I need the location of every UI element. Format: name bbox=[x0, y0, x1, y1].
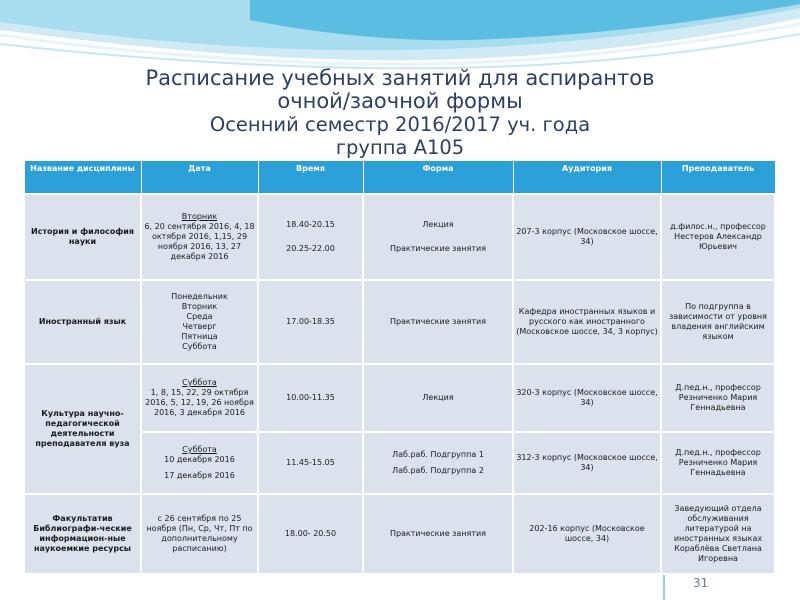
header-date: Дата bbox=[141, 161, 258, 195]
cell-date-text: 17 декабря 2016 bbox=[164, 471, 235, 480]
header-discipline: Название дисциплины bbox=[24, 161, 141, 195]
cell-date-day: Суббота bbox=[182, 342, 217, 351]
cell-form-2: Практические занятия bbox=[389, 244, 487, 253]
cell-time bbox=[258, 194, 363, 280]
cell-teacher: Д.пед.н., профессор Резниченко Мария Геннадьевна bbox=[661, 432, 775, 494]
cell-time-1: 18.40-20.15 bbox=[286, 220, 335, 229]
header-time: Время bbox=[258, 161, 363, 195]
cell-room: 207-3 корпус (Московское шоссе, 34) bbox=[513, 194, 661, 280]
table-header-row bbox=[24, 161, 775, 195]
cell-date-day: Суббота bbox=[182, 445, 217, 454]
slide-title-line1: Расписание учебных занятий для аспирантов bbox=[145, 66, 655, 90]
cell-time-2: 20.25-22.00 bbox=[286, 244, 335, 253]
cell-time: 18.00- 20.50 bbox=[258, 494, 363, 574]
cell-discipline: История и философия науки bbox=[24, 194, 141, 280]
header-teacher: Преподаватель bbox=[661, 161, 775, 195]
cell-date-text: 1, 8, 15, 22, 29 октября 2016, 5, 12, 19, 26 ноября 2016, 3 декабря 2016 bbox=[145, 388, 254, 417]
cell-form-2: Лаб.раб. Подгруппа 2 bbox=[392, 466, 484, 475]
cell-date bbox=[141, 364, 258, 432]
table-row bbox=[24, 364, 775, 432]
slide-title-block bbox=[0, 67, 800, 159]
cell-discipline: Иностранный язык bbox=[24, 280, 141, 364]
schedule-table bbox=[23, 160, 776, 575]
header-form: Форма bbox=[363, 161, 513, 195]
cell-form bbox=[363, 194, 513, 280]
cell-form: Практические занятия bbox=[363, 280, 513, 364]
cell-date-day: Суббота bbox=[182, 378, 217, 387]
cell-time: 11.45-15.05 bbox=[258, 432, 363, 494]
cell-form-1: Лаб.раб. Подгруппа 1 bbox=[392, 450, 484, 459]
slide-title-line2: очной/заочной формы bbox=[277, 89, 523, 113]
slide-subtitle-line2: группа А105 bbox=[335, 136, 465, 159]
cell-room: 312-3 корпус (Московское шоссе, 34) bbox=[513, 432, 661, 494]
cell-room: 320-3 корпус (Московское шоссе, 34) bbox=[513, 364, 661, 432]
cell-date: с 26 сентября по 25 ноября (Пн, Ср, Чт, Пт по дополнительному расписанию) bbox=[141, 494, 258, 574]
table-row bbox=[24, 494, 775, 574]
slide-subtitle-line1: Осенний семестр 2016/2017 уч. года bbox=[209, 113, 591, 136]
table-row bbox=[24, 280, 775, 364]
cell-date bbox=[141, 432, 258, 494]
cell-form bbox=[363, 432, 513, 494]
cell-room: Кафедра иностранных языков и русского как иностранного (Московское шоссе, 34, 3 корпус) bbox=[513, 280, 661, 364]
slide-page-number: 31 bbox=[693, 576, 709, 590]
cell-date-day: Четверг bbox=[182, 322, 217, 331]
cell-discipline: Факультатив Библиографи-ческие информацион-ные наукоемкие ресурсы bbox=[24, 494, 141, 574]
cell-date-day: Среда bbox=[186, 312, 213, 321]
cell-date-text: 10 декабря 2016 bbox=[164, 455, 235, 464]
cell-date-day: Понедельник bbox=[171, 292, 228, 301]
cell-teacher: Д.пед.н., профессор Резниченко Мария Геннадьевна bbox=[661, 364, 775, 432]
cell-teacher: Заведующий отдела обслуживания литературой на иностранных языках Кораблёва Светлана Игоревна bbox=[661, 494, 775, 574]
decorative-corner-line bbox=[663, 575, 665, 600]
cell-date bbox=[141, 280, 258, 364]
cell-teacher: По подгруппа в зависимости от уровня владения английским языком bbox=[661, 280, 775, 364]
decorative-wave-background bbox=[0, 0, 800, 70]
cell-time: 10.00-11.35 bbox=[258, 364, 363, 432]
cell-date bbox=[141, 194, 258, 280]
cell-form: Практические занятия bbox=[363, 494, 513, 574]
cell-teacher: д.филос.н., профессор Нестеров Александр Юрьевич bbox=[661, 194, 775, 280]
header-room: Аудитория bbox=[513, 161, 661, 195]
cell-date-text: 6, 20 сентября 2016, 4, 18 октября 2016, 1,15, 29 ноября 2016, 13, 27 декабря 2016 bbox=[144, 222, 255, 261]
table-row bbox=[24, 194, 775, 280]
cell-form-1: Лекция bbox=[422, 220, 454, 229]
cell-time: 17.00-18.35 bbox=[258, 280, 363, 364]
cell-discipline: Культура научно-педагогической деятельности преподавателя вуза bbox=[24, 364, 141, 494]
cell-date-day: Вторник bbox=[181, 302, 218, 311]
cell-date-day: Пятница bbox=[181, 332, 218, 341]
cell-date-day: Вторник bbox=[181, 212, 218, 221]
cell-form: Лекция bbox=[363, 364, 513, 432]
cell-room: 202-16 корпус (Московское шоссе, 34) bbox=[513, 494, 661, 574]
